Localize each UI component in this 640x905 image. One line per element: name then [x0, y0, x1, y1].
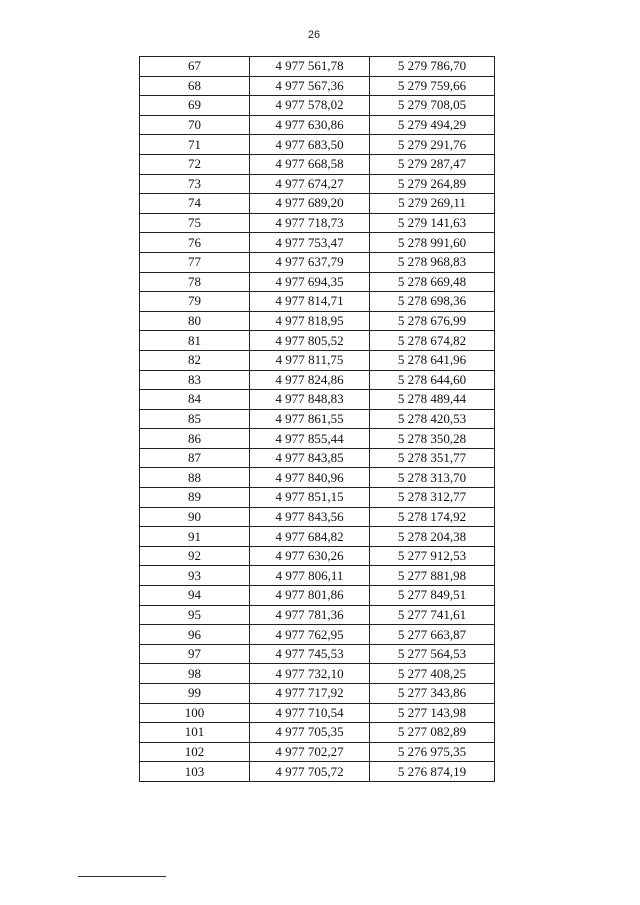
point-number-cell: 99: [140, 684, 250, 704]
x-coordinate-cell: 4 977 805,52: [250, 331, 370, 351]
point-number-cell: 83: [140, 370, 250, 390]
y-coordinate-cell: 5 278 174,92: [370, 507, 495, 527]
x-coordinate-cell: 4 977 843,85: [250, 448, 370, 468]
y-coordinate-cell: 5 277 912,53: [370, 546, 495, 566]
point-number-cell: 92: [140, 546, 250, 566]
y-coordinate-cell: 5 277 343,86: [370, 684, 495, 704]
point-number-cell: 77: [140, 252, 250, 272]
table-row: [140, 684, 495, 704]
y-coordinate-cell: 5 278 489,44: [370, 390, 495, 410]
point-number-cell: 87: [140, 448, 250, 468]
x-coordinate-cell: 4 977 851,15: [250, 488, 370, 508]
x-coordinate-cell: 4 977 694,35: [250, 272, 370, 292]
table-row: [140, 115, 495, 135]
point-number-cell: 96: [140, 625, 250, 645]
point-number-cell: 67: [140, 57, 250, 77]
y-coordinate-cell: 5 278 676,99: [370, 311, 495, 331]
point-number-cell: 103: [140, 762, 250, 782]
y-coordinate-cell: 5 277 881,98: [370, 566, 495, 586]
x-coordinate-cell: 4 977 705,35: [250, 723, 370, 743]
y-coordinate-cell: 5 277 143,98: [370, 703, 495, 723]
point-number-cell: 71: [140, 135, 250, 155]
x-coordinate-cell: 4 977 753,47: [250, 233, 370, 253]
x-coordinate-cell: 4 977 732,10: [250, 664, 370, 684]
point-number-cell: 69: [140, 96, 250, 116]
table-row: [140, 527, 495, 547]
point-number-cell: 95: [140, 605, 250, 625]
y-coordinate-cell: 5 278 669,48: [370, 272, 495, 292]
x-coordinate-cell: 4 977 710,54: [250, 703, 370, 723]
x-coordinate-cell: 4 977 668,58: [250, 154, 370, 174]
y-coordinate-cell: 5 278 204,38: [370, 527, 495, 547]
y-coordinate-cell: 5 278 674,82: [370, 331, 495, 351]
point-number-cell: 74: [140, 194, 250, 214]
table-row: [140, 429, 495, 449]
x-coordinate-cell: 4 977 684,82: [250, 527, 370, 547]
point-number-cell: 91: [140, 527, 250, 547]
y-coordinate-cell: 5 277 663,87: [370, 625, 495, 645]
x-coordinate-cell: 4 977 811,75: [250, 350, 370, 370]
point-number-cell: 85: [140, 409, 250, 429]
table-row: [140, 252, 495, 272]
table-row: [140, 350, 495, 370]
x-coordinate-cell: 4 977 818,95: [250, 311, 370, 331]
table-row: [140, 370, 495, 390]
y-coordinate-cell: 5 277 082,89: [370, 723, 495, 743]
point-number-cell: 93: [140, 566, 250, 586]
x-coordinate-cell: 4 977 718,73: [250, 213, 370, 233]
table-row: [140, 390, 495, 410]
table-row: [140, 233, 495, 253]
y-coordinate-cell: 5 278 641,96: [370, 350, 495, 370]
x-coordinate-cell: 4 977 861,55: [250, 409, 370, 429]
table-row: [140, 468, 495, 488]
y-coordinate-cell: 5 279 287,47: [370, 154, 495, 174]
point-number-cell: 90: [140, 507, 250, 527]
table-row: [140, 448, 495, 468]
coordinates-table: [139, 56, 495, 782]
x-coordinate-cell: 4 977 630,26: [250, 546, 370, 566]
y-coordinate-cell: 5 278 968,83: [370, 252, 495, 272]
table-row: [140, 586, 495, 606]
x-coordinate-cell: 4 977 824,86: [250, 370, 370, 390]
table-row: [140, 194, 495, 214]
table-row: [140, 762, 495, 782]
point-number-cell: 84: [140, 390, 250, 410]
y-coordinate-cell: 5 278 351,77: [370, 448, 495, 468]
footnote-separator: [78, 876, 166, 877]
x-coordinate-cell: 4 977 801,86: [250, 586, 370, 606]
x-coordinate-cell: 4 977 702,27: [250, 742, 370, 762]
table-row: [140, 331, 495, 351]
table-row: [140, 57, 495, 77]
y-coordinate-cell: 5 276 975,35: [370, 742, 495, 762]
y-coordinate-cell: 5 276 874,19: [370, 762, 495, 782]
point-number-cell: 73: [140, 174, 250, 194]
point-number-cell: 102: [140, 742, 250, 762]
point-number-cell: 72: [140, 154, 250, 174]
table-row: [140, 566, 495, 586]
y-coordinate-cell: 5 278 313,70: [370, 468, 495, 488]
table-row: [140, 644, 495, 664]
table-row: [140, 723, 495, 743]
table-row: [140, 311, 495, 331]
x-coordinate-cell: 4 977 689,20: [250, 194, 370, 214]
x-coordinate-cell: 4 977 637,79: [250, 252, 370, 272]
x-coordinate-cell: 4 977 762,95: [250, 625, 370, 645]
point-number-cell: 78: [140, 272, 250, 292]
y-coordinate-cell: 5 279 708,05: [370, 96, 495, 116]
y-coordinate-cell: 5 279 291,76: [370, 135, 495, 155]
table-row: [140, 292, 495, 312]
point-number-cell: 98: [140, 664, 250, 684]
table-row: [140, 174, 495, 194]
y-coordinate-cell: 5 278 350,28: [370, 429, 495, 449]
table-row: [140, 546, 495, 566]
x-coordinate-cell: 4 977 855,44: [250, 429, 370, 449]
x-coordinate-cell: 4 977 843,56: [250, 507, 370, 527]
point-number-cell: 88: [140, 468, 250, 488]
point-number-cell: 97: [140, 644, 250, 664]
y-coordinate-cell: 5 279 269,11: [370, 194, 495, 214]
x-coordinate-cell: 4 977 806,11: [250, 566, 370, 586]
x-coordinate-cell: 4 977 848,83: [250, 390, 370, 410]
x-coordinate-cell: 4 977 561,78: [250, 57, 370, 77]
table-row: [140, 507, 495, 527]
y-coordinate-cell: 5 277 849,51: [370, 586, 495, 606]
x-coordinate-cell: 4 977 674,27: [250, 174, 370, 194]
table-row: [140, 154, 495, 174]
y-coordinate-cell: 5 278 644,60: [370, 370, 495, 390]
point-number-cell: 101: [140, 723, 250, 743]
x-coordinate-cell: 4 977 814,71: [250, 292, 370, 312]
y-coordinate-cell: 5 279 786,70: [370, 57, 495, 77]
y-coordinate-cell: 5 279 264,89: [370, 174, 495, 194]
y-coordinate-cell: 5 278 991,60: [370, 233, 495, 253]
point-number-cell: 89: [140, 488, 250, 508]
point-number-cell: 75: [140, 213, 250, 233]
y-coordinate-cell: 5 278 312,77: [370, 488, 495, 508]
x-coordinate-cell: 4 977 683,50: [250, 135, 370, 155]
x-coordinate-cell: 4 977 717,92: [250, 684, 370, 704]
table-row: [140, 488, 495, 508]
x-coordinate-cell: 4 977 781,36: [250, 605, 370, 625]
y-coordinate-cell: 5 277 741,61: [370, 605, 495, 625]
table-row: [140, 742, 495, 762]
point-number-cell: 82: [140, 350, 250, 370]
y-coordinate-cell: 5 277 564,53: [370, 644, 495, 664]
table-row: [140, 76, 495, 96]
y-coordinate-cell: 5 277 408,25: [370, 664, 495, 684]
point-number-cell: 70: [140, 115, 250, 135]
table-row: [140, 135, 495, 155]
point-number-cell: 86: [140, 429, 250, 449]
x-coordinate-cell: 4 977 705,72: [250, 762, 370, 782]
y-coordinate-cell: 5 278 698,36: [370, 292, 495, 312]
point-number-cell: 76: [140, 233, 250, 253]
coordinates-table-body: [140, 57, 495, 782]
x-coordinate-cell: 4 977 630,86: [250, 115, 370, 135]
x-coordinate-cell: 4 977 840,96: [250, 468, 370, 488]
table-row: [140, 703, 495, 723]
table-row: [140, 213, 495, 233]
point-number-cell: 79: [140, 292, 250, 312]
y-coordinate-cell: 5 279 759,66: [370, 76, 495, 96]
point-number-cell: 100: [140, 703, 250, 723]
point-number-cell: 80: [140, 311, 250, 331]
table-row: [140, 625, 495, 645]
y-coordinate-cell: 5 279 494,29: [370, 115, 495, 135]
table-row: [140, 409, 495, 429]
table-row: [140, 96, 495, 116]
x-coordinate-cell: 4 977 567,36: [250, 76, 370, 96]
x-coordinate-cell: 4 977 745,53: [250, 644, 370, 664]
table-row: [140, 272, 495, 292]
table-row: [140, 664, 495, 684]
page-number: 26: [307, 29, 321, 41]
y-coordinate-cell: 5 278 420,53: [370, 409, 495, 429]
point-number-cell: 81: [140, 331, 250, 351]
table-row: [140, 605, 495, 625]
x-coordinate-cell: 4 977 578,02: [250, 96, 370, 116]
point-number-cell: 68: [140, 76, 250, 96]
point-number-cell: 94: [140, 586, 250, 606]
y-coordinate-cell: 5 279 141,63: [370, 213, 495, 233]
